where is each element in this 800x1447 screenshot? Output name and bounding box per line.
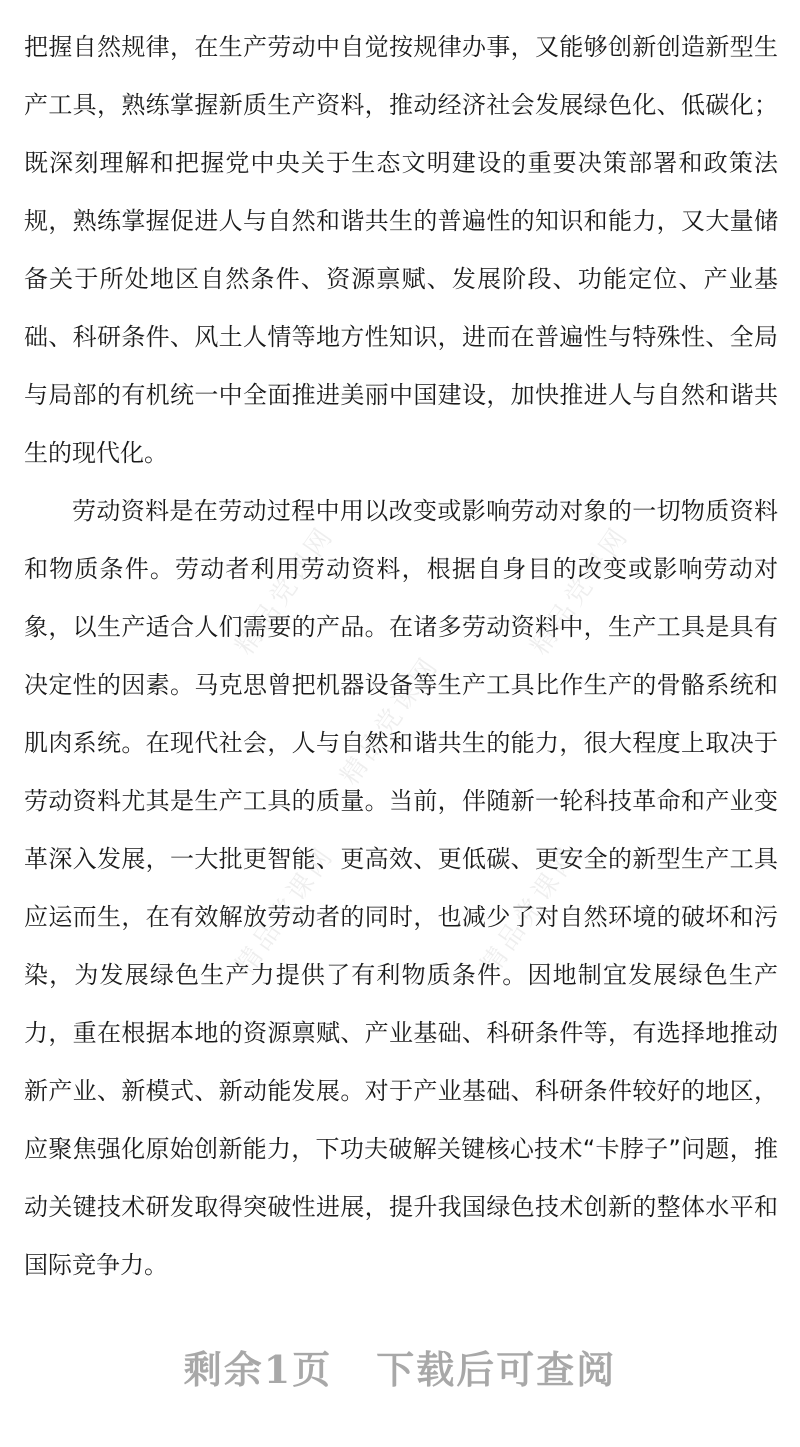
article-body <box>24 18 778 1294</box>
watermark-text: 精品党课网 <box>524 520 636 661</box>
watermark-text: 精品党课网 <box>229 520 341 661</box>
download-to-view-label: 下载后可查阅 <box>376 1347 617 1392</box>
download-prompt-banner[interactable] <box>0 1340 800 1400</box>
watermark-text: 精品党课网 <box>474 840 586 981</box>
paragraph-continued: 把握自然规律，在生产劳动中自觉按规律办事，又能够创新创造新型生产工具，熟练掌握新质生产资料，推动经济社会发展绿色化、低碳化；既深刻理解和把握党中央关于生态文明建设的重要决策部署和政策法规，熟练掌握促进人与自然和谐共生的普遍性的知识和能力，又大量储备关于所处地区自然条件、资源禀赋、发展阶段、功能定位、产业基础、科研条件、风土人情等地方性知识，进而在普遍性与特殊性、全局与局部的有机统一中全面推进美丽中国建设，加快推进人与自然和谐共生的现代化。 <box>24 33 778 467</box>
watermark-text: 精品党课网 <box>229 840 341 981</box>
paragraph-labor-materials: 劳动资料是在劳动过程中用以改变或影响劳动对象的一切物质资料和物质条件。劳动者利用劳动资料，根据自身目的改变或影响劳动对象，以生产适合人们需要的产品。在诸多劳动资料中，生产工具是具有决定性的因素。马克思曾把机器设备等生产工具比作生产的骨骼系统和肌肉系统。在现代社会，人与自然和谐共生的能力，很大程度上取决于劳动资料尤其是生产工具的质量。当前，伴随新一轮科技革命和产业变革深入发展，一大批更智能、更高效、更低碳、更安全的新型生产工具应运而生，在有效解放劳动者的同时，也减少了对自然环境的破坏和污染，为发展绿色生产力提供了有利物质条件。因地制宜发展绿色生产力，重在根据本地的资源禀赋、产业基础、科研条件等，有选择地推动新产业、新模式、新动能发展。对于产业基础、科研条件较好的地区，应聚焦强化原始创新能力，下功夫破解关键核心技术“卡脖子”问题，推动关键技术研发取得突破性进展，提升我国绿色技术创新的整体水平和国际竞争力。 <box>24 497 778 1279</box>
watermark-text: 精品党课网 <box>334 650 446 791</box>
remaining-pages-label: 剩余1页 <box>183 1347 333 1392</box>
